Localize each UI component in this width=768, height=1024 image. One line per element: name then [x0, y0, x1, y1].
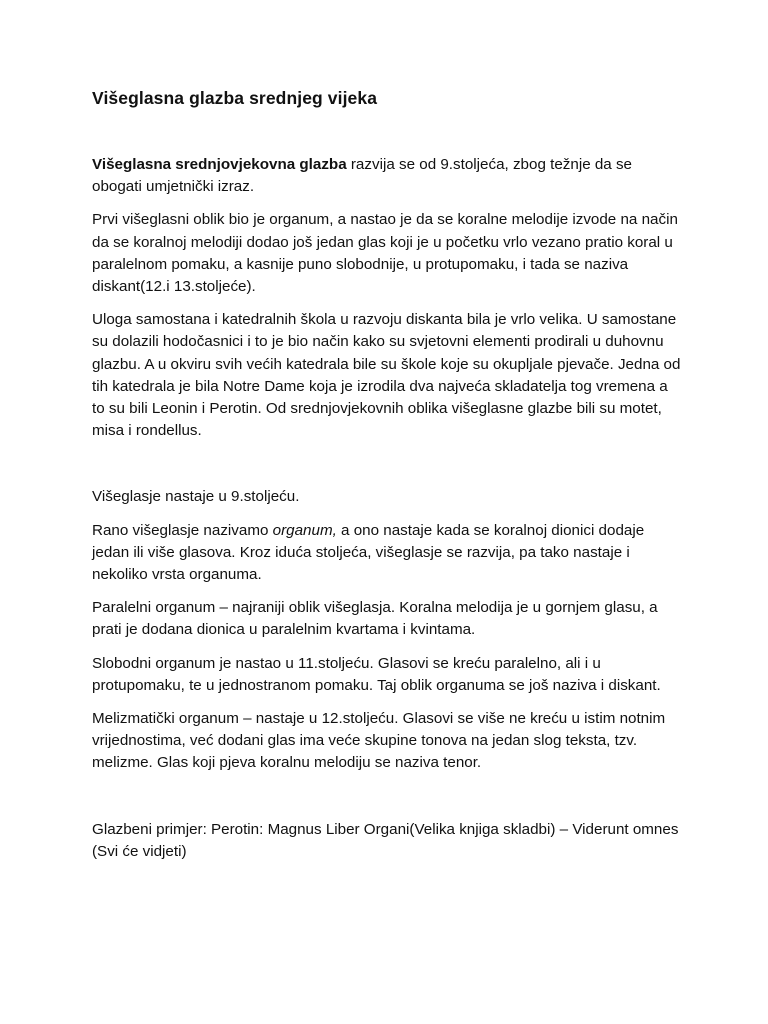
paragraph-text: razvija se od 9.stoljeća, zbog težnje da se obogati umjetnički izraz.: [92, 156, 633, 196]
paragraph-organum-2: [92, 520, 682, 587]
spacer: [92, 453, 682, 486]
document-page: [92, 86, 682, 874]
paragraph-organum-3: Paralelni organum – najraniji oblik višeglasja. Koralna melodija je u gornjem glasu, a prati je dodana dionica u paralelnim kvartama i kvintama.: [92, 599, 658, 639]
spacer: [92, 110, 682, 154]
paragraph-organum-5: Melizmatički organum – nastaje u 12.stoljeću. Glasovi se više ne kreću u istim notnim vrijednostima, već dodani glas ima veće skupine tonova na jedan slog teksta, tzv. melizme. Glas koji pjeva koralnu melodiju se naziva tenor.: [92, 710, 666, 772]
paragraph-example: Glazbeni primjer: Perotin: Magnus Liber Organi(Velika knjiga skladbi) – Viderunt omnes (Svi će vidjeti): [92, 820, 679, 860]
paragraph-organum-1: Višeglasje nastaje u 9.stoljeću.: [92, 488, 300, 506]
document-title: Višeglasna glazba srednjeg vijeka: [92, 88, 378, 108]
spacer: [92, 786, 682, 819]
bold-term: Višeglasna srednjovjekovna glazba: [92, 156, 347, 173]
paragraph-text: a ono nastaje kada se koralnoj dionici dodaje jedan ili više glasova. Kroz iduća stoljeća, višeglasje se razvija, pa tako nastaje i nekoliko vrsta organuma.: [92, 521, 645, 584]
paragraph-organum-4: Slobodni organum je nastao u 11.stoljeću. Glasovi se kreću paralelno, ali i u protupomaku, te u jednostranom pomaku. Taj oblik organuma se još naziva i diskant.: [92, 654, 661, 694]
italic-term: organum,: [272, 521, 337, 539]
paragraph-intro-1: [92, 154, 682, 198]
paragraph-intro-2: Prvi višeglasni oblik bio je organum, a nastao je da se koralne melodije izvode na način da se koralnoj melodiji dodao još jedan glas koji je u početku vrlo vezano pratio koral u paralelnom pomaku, a kasnije puno slobodnije, u protupomaku, i tada se naziva diskant(12.i 13.stoljeće).: [92, 211, 678, 296]
paragraph-text: Rano višeglasje nazivamo: [92, 521, 273, 539]
paragraph-intro-3: Uloga samostana i katedralnih škola u razvoju diskanta bila je vrlo velika. U samostane su dolazili hodočasnici i to je bio način kako su svjetovni elementi prodirali u duhovnu glazbu. A u okviru svih većih katedrala bile su škole koje su okupljale pjevače. Jedna od tih katedrala je bila Notre Dame koja je izrodila dva najveća skladatelja tog vremena a to su bili Leonin i Perotin. Od srednjovjekovnih oblika višeglasne glazbe bili su motet, misa i rondellus.: [92, 311, 681, 440]
